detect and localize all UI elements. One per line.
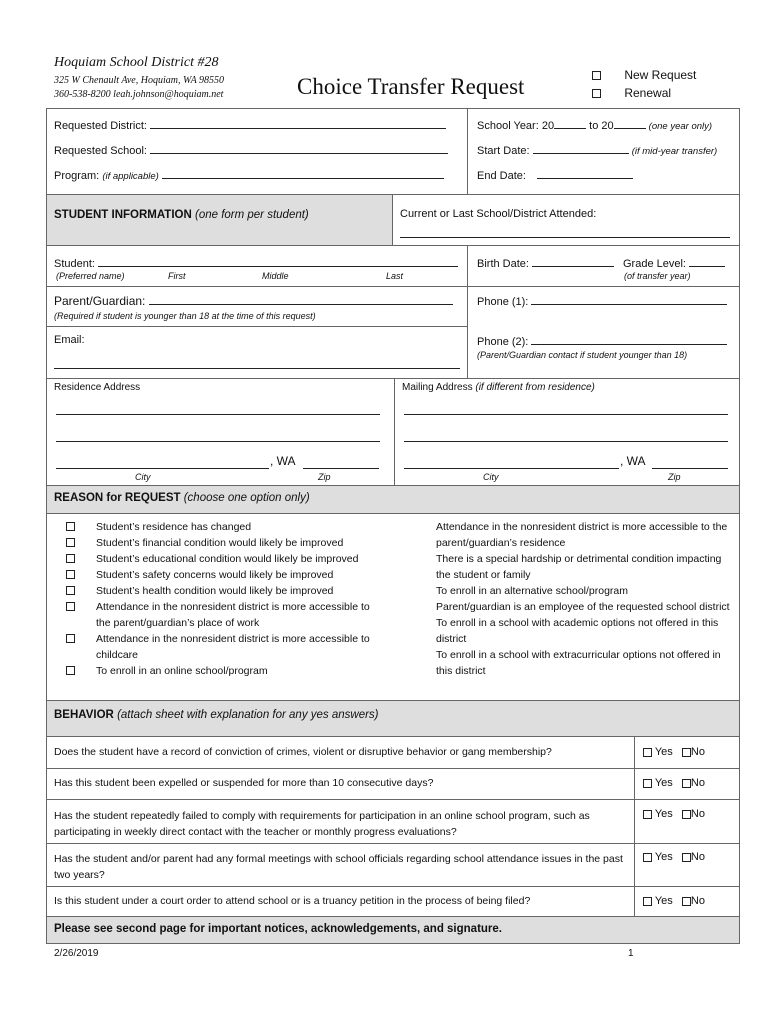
mailing-wa: , WA <box>620 454 646 468</box>
parent-guardian-label: Parent/Guardian: <box>54 294 146 308</box>
page-title: Choice Transfer Request <box>297 74 525 99</box>
residence-address-label: Residence Address <box>54 382 141 393</box>
page-number: 1 <box>628 948 634 959</box>
program-label: Program: <box>54 170 100 182</box>
district-address <box>54 74 224 102</box>
reason-option[interactable] <box>66 535 376 551</box>
new-request-label: New Request <box>624 68 697 82</box>
reason-label: Student’s educational condition would likely be improved <box>96 553 359 565</box>
renewal-label: Renewal <box>624 86 672 100</box>
no-label: No <box>690 746 705 758</box>
end-date-label: End Date: <box>477 170 526 182</box>
student-section-note: (one form per student) <box>194 209 309 221</box>
reason-label: Attendance in the nonresident district is more accessible to childcare <box>96 633 370 661</box>
reason-label: Student’s health condition would likely be improved <box>96 585 334 597</box>
reason-title-text: REASON for REQUEST <box>54 492 181 504</box>
yes-label: Yes <box>654 895 673 907</box>
new-request-checkbox[interactable] <box>592 71 601 80</box>
address-line: 325 W Chenault Ave, Hoquiam, WA 98550 <box>54 75 225 86</box>
student-name-field[interactable] <box>54 256 458 271</box>
mailing-address-label <box>402 381 595 394</box>
no-checkbox[interactable] <box>682 853 691 862</box>
no-checkbox[interactable] <box>682 748 691 757</box>
reason-left-list <box>66 519 376 679</box>
school-year-note: (one year only) <box>648 121 713 132</box>
behavior-answer-3[interactable] <box>643 808 705 820</box>
reason-section-title <box>54 492 310 504</box>
yes-checkbox[interactable] <box>643 779 652 788</box>
residence-zip-line[interactable] <box>303 468 379 469</box>
reason-checkbox[interactable] <box>66 554 75 563</box>
school-year-label: School Year: 20 <box>477 120 555 132</box>
residence-city-line[interactable] <box>56 468 269 469</box>
behavior-question-2: Has this student been expelled or suspended for more than 10 consecutive days? <box>54 777 434 789</box>
reason-label: Student’s residence has changed <box>96 521 252 533</box>
reason-option[interactable]: Attendance in the nonresident district is more accessible to the parent/guardian’s residence <box>436 521 728 549</box>
behavior-question-1: Does the student have a record of conviction of crimes, violent or disruptive behavior or gang membership? <box>54 746 552 758</box>
footer-date: 2/26/2019 <box>54 948 99 959</box>
renewal-option[interactable] <box>592 86 671 100</box>
birth-date-label: Birth Date: <box>477 258 529 270</box>
residence-wa: , WA <box>270 454 296 468</box>
reason-option[interactable]: To enroll in a school with academic options not offered in this district <box>436 617 719 645</box>
grade-level-caption: (of transfer year) <box>624 271 691 281</box>
program-field[interactable] <box>54 168 444 183</box>
mailing-note: (if different from residence) <box>475 382 595 393</box>
behavior-section-title <box>54 709 379 721</box>
behavior-question-3: Has the student repeatedly failed to comply with requirements for participation in an online school program, such as participating in weekly direct contact with the teacher or monthly progress evaluations? <box>54 810 590 838</box>
reason-checkbox[interactable] <box>66 666 75 675</box>
student-section-title-text: STUDENT INFORMATION <box>54 209 192 221</box>
last-caption: Last <box>386 271 404 281</box>
reason-checkbox[interactable] <box>66 538 75 547</box>
reason-label: Student’s financial condition would likely be improved <box>96 537 344 549</box>
requested-district-field[interactable] <box>54 118 446 133</box>
no-label: No <box>690 777 705 789</box>
contact-line: 360-538-8200 leah.johnson@hoquiam.net <box>54 89 224 100</box>
end-date-field[interactable] <box>477 168 633 183</box>
no-label: No <box>690 808 705 820</box>
yes-checkbox[interactable] <box>643 810 652 819</box>
reason-label: Attendance in the nonresident district is more accessible to the parent/guardian’s place of work <box>96 601 370 629</box>
second-page-notice: Please see second page for important notices, acknowledgements, and signature. <box>54 923 502 935</box>
reason-option[interactable]: To enroll in an alternative school/program <box>436 585 629 597</box>
start-date-field[interactable] <box>477 143 717 158</box>
email-line[interactable] <box>54 368 460 369</box>
email-label: Email: <box>54 334 85 346</box>
behavior-answer-2[interactable] <box>643 777 705 789</box>
yes-label: Yes <box>654 777 673 789</box>
behavior-answer-5[interactable] <box>643 895 705 907</box>
grade-level-field[interactable] <box>623 256 725 271</box>
district-name: Hoquiam School District #28 <box>54 55 219 70</box>
residence-city-caption: City <box>135 472 151 482</box>
birth-date-field[interactable] <box>477 256 614 271</box>
residence-line-2[interactable] <box>56 441 380 442</box>
start-date-note: (if mid-year transfer) <box>631 146 718 157</box>
start-date-label: Start Date: <box>477 145 530 157</box>
school-year-field[interactable] <box>477 118 712 133</box>
current-school-line[interactable] <box>400 237 730 238</box>
yes-label: Yes <box>654 851 673 863</box>
reason-right-list <box>436 519 734 679</box>
reason-option[interactable] <box>66 551 376 567</box>
reason-option[interactable] <box>66 519 376 535</box>
mailing-zip-line[interactable] <box>652 468 728 469</box>
yes-checkbox[interactable] <box>643 748 652 757</box>
reason-option[interactable]: To enroll in a school with extracurricular options not offered in this district <box>436 649 721 677</box>
reason-checkbox[interactable] <box>66 522 75 531</box>
behavior-note: (attach sheet with explanation for any yes answers) <box>117 709 379 721</box>
student-label: Student: <box>54 258 95 270</box>
grade-level-label: Grade Level: <box>623 258 686 270</box>
behavior-question-4: Has the student and/or parent had any formal meetings with school officials regarding school attendance issues in the past two years? <box>54 853 623 881</box>
new-request-option[interactable] <box>592 68 696 82</box>
residence-zip-caption: Zip <box>318 472 331 482</box>
reason-note: (choose one option only) <box>183 492 310 504</box>
reason-checkbox[interactable] <box>66 634 75 643</box>
current-school-label: Current or Last School/District Attended: <box>400 208 597 220</box>
middle-caption: Middle <box>262 271 289 281</box>
student-section-title <box>54 209 309 221</box>
mailing-zip-caption: Zip <box>668 472 681 482</box>
behavior-title-text: BEHAVIOR <box>54 709 114 721</box>
reason-option[interactable]: There is a special hardship or detrimental condition impacting the student or family <box>436 553 722 581</box>
mailing-line-1[interactable] <box>404 414 728 415</box>
phone1-field[interactable] <box>477 294 727 309</box>
renewal-checkbox[interactable] <box>592 89 601 98</box>
yes-checkbox[interactable] <box>643 853 652 862</box>
no-checkbox[interactable] <box>682 810 691 819</box>
residence-line-1[interactable] <box>56 414 380 415</box>
behavior-answer-1[interactable] <box>643 746 705 758</box>
phone2-field[interactable] <box>477 334 727 349</box>
mailing-city-caption: City <box>483 472 499 482</box>
mailing-city-line[interactable] <box>404 468 619 469</box>
parent-guardian-field[interactable] <box>54 294 453 308</box>
behavior-answer-4[interactable] <box>643 851 705 863</box>
reason-label: To enroll in an online school/program <box>96 665 268 677</box>
reason-option[interactable]: Parent/guardian is an employee of the requested school district <box>436 601 730 613</box>
program-note: (if applicable) <box>102 171 159 182</box>
behavior-question-5: Is this student under a court order to attend school or is a truancy petition in the process of being filed? <box>54 895 531 907</box>
no-label: No <box>690 895 705 907</box>
mailing-label-text: Mailing Address <box>402 382 473 393</box>
yes-label: Yes <box>654 808 673 820</box>
yes-checkbox[interactable] <box>643 897 652 906</box>
reason-checkbox[interactable] <box>66 570 75 579</box>
school-year-to: to 20 <box>589 120 614 132</box>
requested-district-label: Requested District: <box>54 120 147 132</box>
mailing-line-2[interactable] <box>404 441 728 442</box>
phone1-label: Phone (1): <box>477 296 529 308</box>
reason-checkbox[interactable] <box>66 602 75 611</box>
reason-option[interactable] <box>66 599 376 631</box>
parent-guardian-note: (Required if student is younger than 18 at the time of this request) <box>54 311 316 321</box>
requested-school-field[interactable] <box>54 143 448 158</box>
reason-checkbox[interactable] <box>66 586 75 595</box>
no-checkbox[interactable] <box>682 779 691 788</box>
preferred-name-caption: (Preferred name) <box>56 271 125 281</box>
no-checkbox[interactable] <box>682 897 691 906</box>
phone2-note: (Parent/Guardian contact if student younger than 18) <box>477 350 688 360</box>
yes-label: Yes <box>654 746 673 758</box>
requested-school-label: Requested School: <box>54 145 147 157</box>
reason-option[interactable] <box>66 631 376 663</box>
reason-option[interactable] <box>66 583 376 599</box>
reason-option[interactable] <box>66 567 376 583</box>
reason-option[interactable] <box>66 663 376 679</box>
phone2-label: Phone (2): <box>477 336 529 348</box>
reason-label: Student’s safety concerns would likely be improved <box>96 569 334 581</box>
first-caption: First <box>168 271 186 281</box>
no-label: No <box>690 851 705 863</box>
